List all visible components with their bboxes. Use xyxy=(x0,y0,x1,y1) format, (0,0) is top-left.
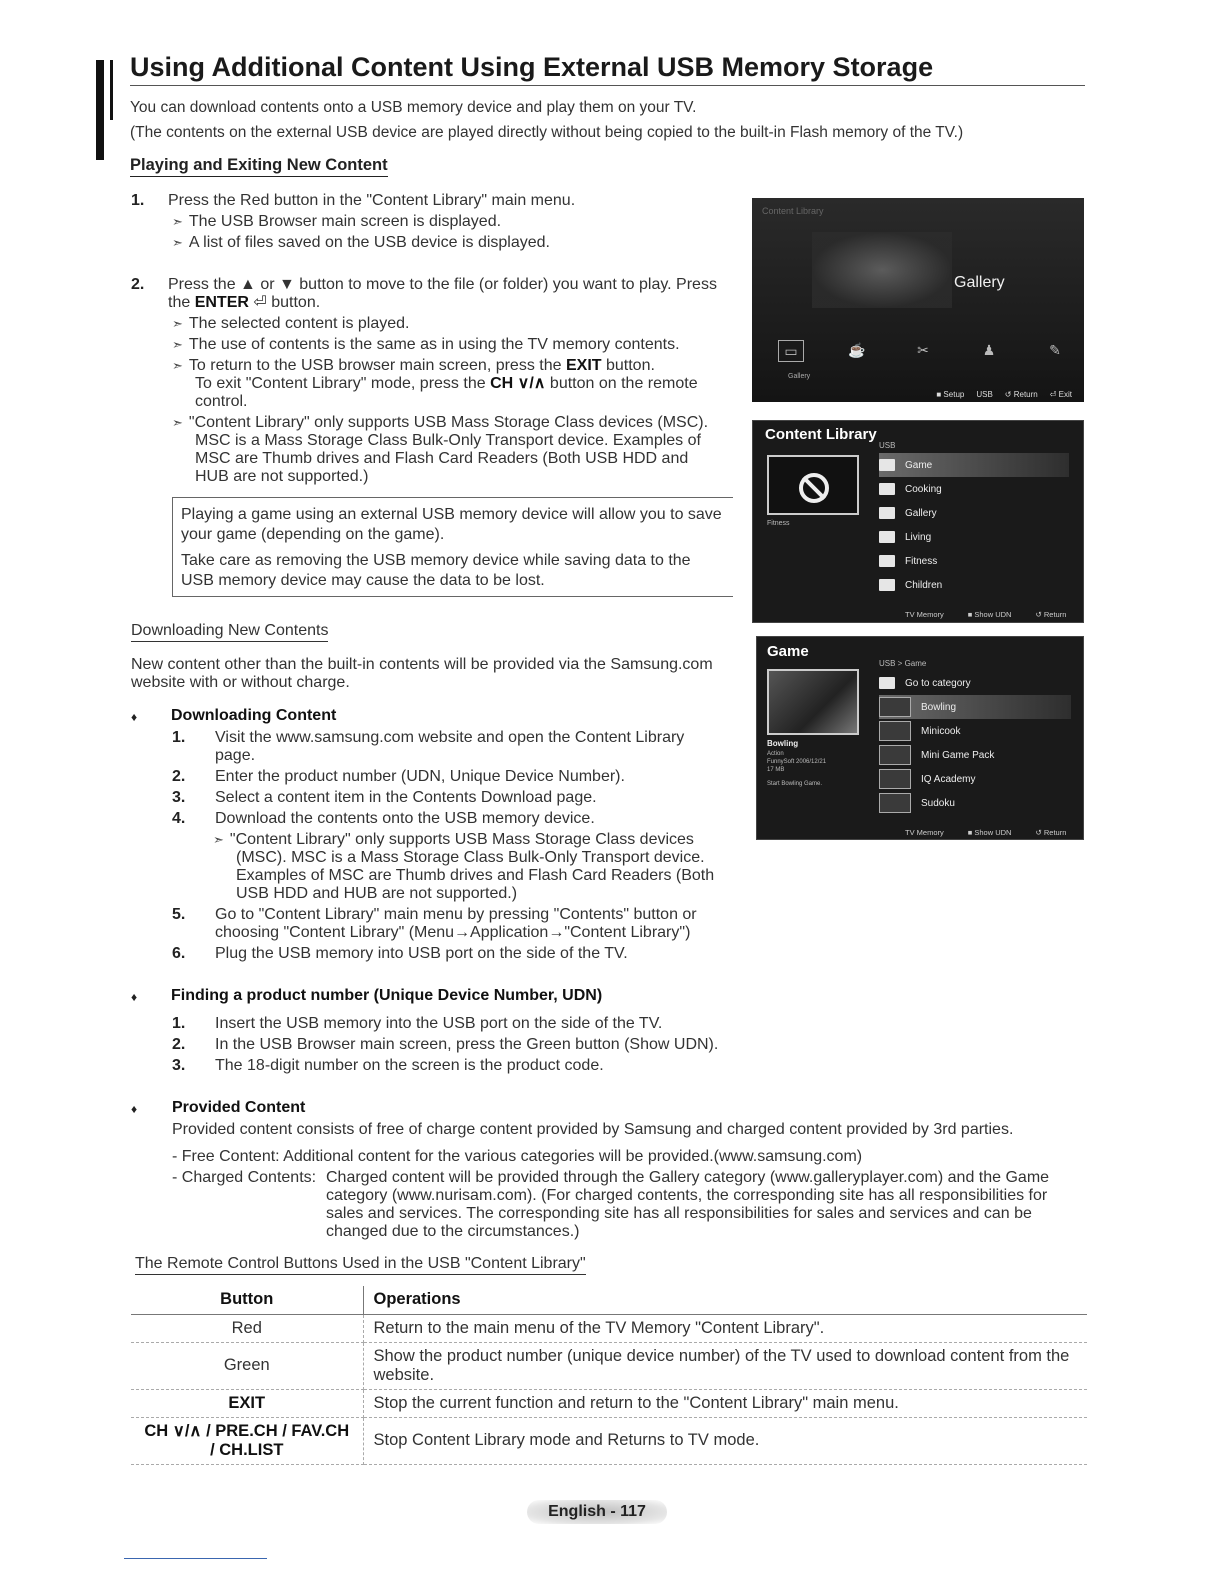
preview-label: Fitness xyxy=(767,520,790,527)
icon-label: Gallery xyxy=(788,373,811,380)
note-line: ➣ The selected content is played. xyxy=(172,315,410,332)
preview-meta: Start Bowling Game. xyxy=(767,781,823,787)
footer-item: USB xyxy=(976,390,993,399)
folder-icon xyxy=(879,531,895,543)
section-heading-downloading: Downloading New Contents xyxy=(131,622,328,642)
screen-title: Game xyxy=(767,643,809,660)
file-list xyxy=(879,671,1071,815)
gallery-preview-image xyxy=(812,232,952,308)
footer-item: TV Memory xyxy=(905,610,944,619)
note-line: ➣ A list of files saved on the USB device is displayed. xyxy=(172,234,550,251)
step-text: Press the Red button in the "Content Library" main menu. xyxy=(168,192,576,209)
step-number: 3. xyxy=(172,789,186,806)
note-line: control. xyxy=(195,393,248,410)
folder-icon xyxy=(879,677,895,689)
folder-icon xyxy=(879,483,895,495)
caution-box xyxy=(172,497,733,597)
list-item[interactable]: Game xyxy=(879,453,1069,477)
gallery-icon[interactable]: ▭ xyxy=(778,340,804,362)
step-number: 2. xyxy=(172,1036,186,1053)
screen-title: Content Library xyxy=(765,426,877,443)
step-number: 1. xyxy=(131,192,145,209)
no-preview-icon xyxy=(799,473,829,503)
paragraph-line: Charged content will be provided through the Gallery category (www.galleryplayer.com) and the Game xyxy=(326,1169,1050,1186)
list-item[interactable]: Children xyxy=(879,573,1069,597)
paragraph-line: New content other than the built-in contents will be provided via the Samsung.com xyxy=(131,656,713,673)
page-title: Using Additional Content Using External USB Memory Storage xyxy=(130,52,1085,86)
step-number: 2. xyxy=(172,768,186,785)
living-icon[interactable]: ✂ xyxy=(917,342,929,358)
step-text: page. xyxy=(215,747,256,764)
margin-bar xyxy=(96,60,104,160)
table-cell-op: Return to the main menu of the TV Memory "Content Library". xyxy=(363,1314,1087,1342)
breadcrumb: USB > Game xyxy=(879,659,927,668)
note-line: USB HDD and HUB are not supported.) xyxy=(236,885,518,902)
preview-meta: 17 MB xyxy=(767,767,785,773)
remote-buttons-table xyxy=(131,1286,1087,1465)
game-preview-image xyxy=(767,669,859,735)
footer-item: ■ Setup xyxy=(936,390,965,399)
fitness-icon[interactable]: ♟ xyxy=(982,342,996,358)
note-line: ➣ The use of contents is the same as in using the TV memory contents. xyxy=(172,336,680,353)
note-line: ➣ "Content Library" only supports USB Mass Storage Class devices (MSC). xyxy=(172,414,709,431)
preview-meta: FunnySoft 2006/12/21 xyxy=(767,759,827,765)
step-text: the ENTER ⏎ button. xyxy=(168,294,321,311)
table-header: Operations xyxy=(363,1286,1087,1314)
table-cell-op: Stop the current function and return to the "Content Library" main menu. xyxy=(363,1389,1087,1417)
list-item[interactable]: Cooking xyxy=(879,477,1069,501)
note-line: MSC are Thumb drives and Flash Card Readers (Both USB HDD and xyxy=(195,450,689,467)
step-text: Enter the product number (UDN, Unique Device Number). xyxy=(215,768,625,785)
footer-rule xyxy=(124,1558,267,1559)
paragraph-label: - Charged Contents: xyxy=(172,1169,317,1186)
step-text: The 18-digit number on the screen is the product code. xyxy=(215,1057,604,1074)
paragraph-line: Provided content consists of free of charge content provided by Samsung and charged content provided by 3rd parties. xyxy=(172,1121,1014,1138)
margin-bar-thin xyxy=(110,60,113,120)
table-cell-button: Red xyxy=(131,1314,363,1342)
footer-item: ■ Show UDN xyxy=(967,610,1012,619)
preview-label: Bowling xyxy=(767,739,799,748)
table-row xyxy=(131,1389,1087,1417)
footer-item: ⏎ Exit xyxy=(1049,390,1072,399)
screen-footer xyxy=(905,610,1066,619)
step-number: 2. xyxy=(131,276,145,293)
note-arrow-icon: ➣ xyxy=(172,316,183,331)
note-line: (MSC). MSC is a Mass Storage Class Bulk-Only Transport device. xyxy=(236,849,705,866)
list-item[interactable]: Gallery xyxy=(879,501,1069,525)
page-number: English - 117 xyxy=(527,1500,667,1524)
breadcrumb: USB xyxy=(879,441,896,450)
footer-item: ↺ Return xyxy=(1004,390,1038,399)
caution-text: Take care as removing the USB memory device while saving data to the USB memory device may cause the data to be lost. xyxy=(181,552,691,589)
note-line: Examples of MSC are Thumb drives and Flash Card Readers (Both xyxy=(236,867,715,884)
screen-footer xyxy=(936,390,1072,399)
list-item[interactable]: Living xyxy=(879,525,1069,549)
note-arrow-icon: ➣ xyxy=(213,832,224,847)
intro-line-2: (The contents on the external USB device are played directly without being copied to the built-in Flash memory of the TV.) xyxy=(130,124,964,141)
step-number: 6. xyxy=(172,945,186,962)
tv-screen-game-folder xyxy=(756,636,1084,840)
bullet-icon: ♦ xyxy=(131,1102,138,1116)
step-text: In the USB Browser main screen, press the Green button (Show UDN). xyxy=(215,1036,719,1053)
note-line: To exit "Content Library" mode, press the CH ∨/∧ button on the remote xyxy=(195,375,698,392)
subheading-provided-content: Provided Content xyxy=(172,1099,306,1116)
paragraph-line: website with or without charge. xyxy=(131,674,350,691)
table-cell-button: EXIT xyxy=(131,1389,363,1417)
note-arrow-icon: ➣ xyxy=(172,415,183,430)
table-cell-button: CH ∨/∧ / PRE.CH / FAV.CH / CH.LIST xyxy=(131,1417,363,1464)
step-text: Insert the USB memory into the USB port on the side of the TV. xyxy=(215,1015,663,1032)
footer-item: ↺ Return xyxy=(1035,610,1067,619)
thumbnail-icon xyxy=(879,721,911,741)
table-row xyxy=(131,1342,1087,1389)
note-line: ➣ To return to the USB browser main screen, press the EXIT button. xyxy=(172,357,655,374)
step-text: Select a content item in the Contents Download page. xyxy=(215,789,597,806)
folder-icon xyxy=(879,507,895,519)
list-item[interactable]: Sudoku xyxy=(879,791,1071,815)
table-header: Button xyxy=(131,1286,363,1314)
preview-meta: Action xyxy=(767,751,784,757)
step-text: Press the ▲ or ▼ button to move to the file (or folder) you want to play. Press xyxy=(168,276,717,293)
footer-item: ↺ Return xyxy=(1035,828,1067,837)
subheading-downloading-content: Downloading Content xyxy=(171,707,337,724)
file-list xyxy=(879,453,1069,597)
folder-icon xyxy=(879,579,895,591)
thumbnail-icon xyxy=(879,745,911,765)
screen-label: Gallery xyxy=(954,274,1005,291)
note-arrow-icon: ➣ xyxy=(172,358,183,373)
step-text: Visit the www.samsung.com website and open the Content Library xyxy=(215,729,685,746)
step-text: Plug the USB memory into USB port on the side of the TV. xyxy=(215,945,628,962)
subheading-finding-udn: Finding a product number (Unique Device Number, UDN) xyxy=(171,987,603,1004)
section-heading-playing: Playing and Exiting New Content xyxy=(130,156,388,177)
bullet-icon: ♦ xyxy=(131,710,138,724)
list-item[interactable]: Go to category xyxy=(879,671,1071,695)
list-item[interactable]: IQ Academy xyxy=(879,767,1071,791)
bullet-icon: ♦ xyxy=(131,990,138,1004)
paragraph-line: - Free Content: Additional content for the various categories will be provided.(www.samsung.com) xyxy=(172,1148,863,1165)
paragraph-line: sales and services. The corresponding site has all responsibilities for sales and services and can be xyxy=(326,1205,1032,1222)
note-arrow-icon: ➣ xyxy=(172,235,183,250)
list-item[interactable]: Mini Game Pack xyxy=(879,743,1071,767)
note-arrow-icon: ➣ xyxy=(172,214,183,229)
table-cell-op: Show the product number (unique device number) of the TV used to download content from the website. xyxy=(363,1342,1087,1389)
list-item[interactable]: Minicook xyxy=(879,719,1071,743)
table-row xyxy=(131,1417,1087,1464)
list-item[interactable]: Bowling xyxy=(879,695,1071,719)
step-number: 3. xyxy=(172,1057,186,1074)
tv-screen-content-library-main xyxy=(752,198,1084,402)
paragraph-line: category (www.nurisam.com). (For charged contents, the corresponding site has all responsibilities for xyxy=(326,1187,1048,1204)
screen-footer xyxy=(905,828,1066,837)
step-text: Download the contents onto the USB memory device. xyxy=(215,810,595,827)
note-arrow-icon: ➣ xyxy=(172,337,183,352)
step-text: choosing "Content Library" (Menu→Application→"Content Library") xyxy=(215,924,691,941)
enter-icon: ⏎ xyxy=(253,294,267,311)
category-icons xyxy=(778,340,1068,362)
thumbnail-icon xyxy=(879,793,911,813)
step-number: 4. xyxy=(172,810,186,827)
table-row xyxy=(131,1314,1087,1342)
step-number: 1. xyxy=(172,1015,186,1032)
children-icon[interactable]: ✎ xyxy=(1049,342,1061,358)
note-line: HUB are not supported.) xyxy=(195,468,369,485)
list-item[interactable]: Fitness xyxy=(879,549,1069,573)
step-number: 5. xyxy=(172,906,186,923)
thumbnail-icon xyxy=(879,769,911,789)
footer-item: ■ Show UDN xyxy=(967,828,1012,837)
step-number: 1. xyxy=(172,729,186,746)
tv-screen-usb-browser xyxy=(752,420,1084,623)
cooking-icon[interactable]: ☕ xyxy=(848,342,866,358)
folder-icon xyxy=(879,459,895,471)
intro-line-1: You can download contents onto a USB memory device and play them on your TV. xyxy=(130,99,697,116)
note-line: ➣ The USB Browser main screen is displayed. xyxy=(172,213,502,230)
preview-panel xyxy=(767,455,859,515)
table-caption: The Remote Control Buttons Used in the USB "Content Library" xyxy=(135,1255,586,1275)
step-text: Go to "Content Library" main menu by pressing "Contents" button or xyxy=(215,906,697,923)
table-cell-op: Stop Content Library mode and Returns to TV mode. xyxy=(363,1417,1087,1464)
table-header-row xyxy=(131,1286,1087,1314)
paragraph-line: changed due to the circumstances.) xyxy=(326,1223,580,1240)
screen-title: Content Library xyxy=(762,206,824,216)
table-cell-button: Green xyxy=(131,1342,363,1389)
footer-item: TV Memory xyxy=(905,828,944,837)
caution-text: Playing a game using an external USB memory device will allow you to save your game (depending on the game). xyxy=(181,506,722,543)
note-line: ➣ "Content Library" only supports USB Mass Storage Class devices xyxy=(213,831,694,848)
note-line: MSC is a Mass Storage Class Bulk-Only Transport device. Examples of xyxy=(195,432,701,449)
folder-icon xyxy=(879,555,895,567)
thumbnail-icon xyxy=(879,697,911,717)
